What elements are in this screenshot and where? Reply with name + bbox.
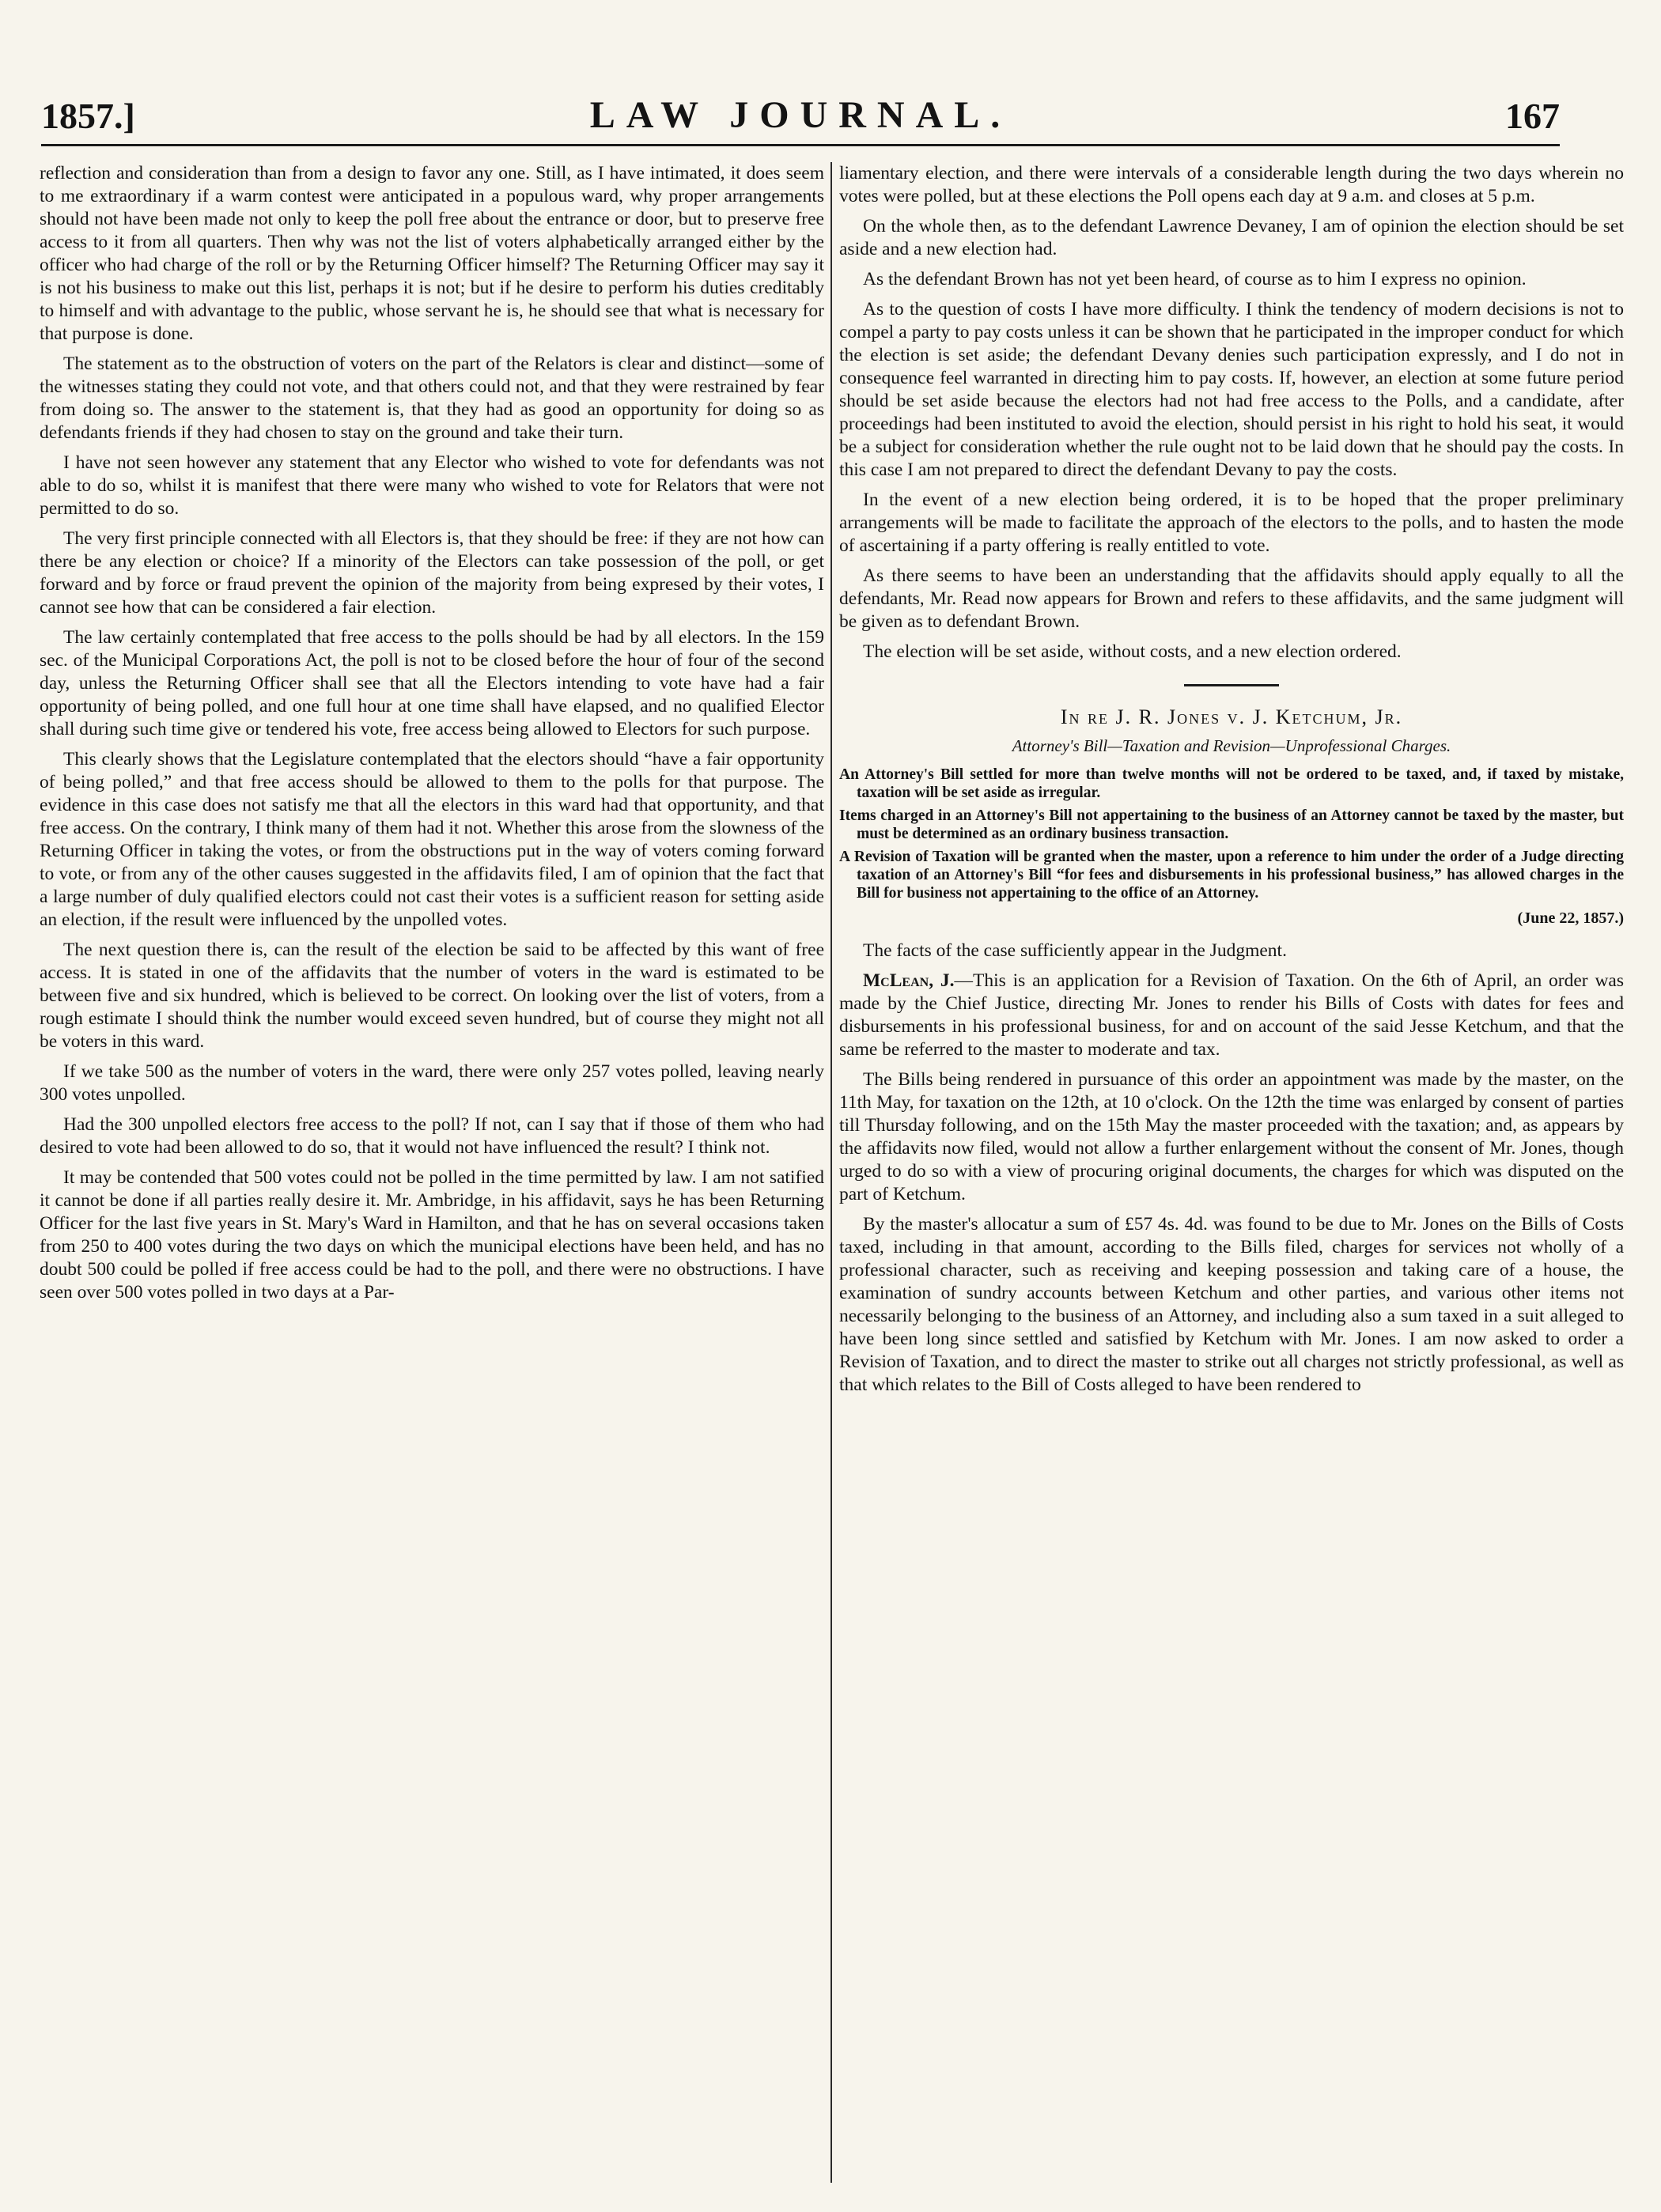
paragraph: It may be contended that 500 votes could not be polled in the time permitted by law. I am not satified it cannot be done if all parties really desire it. Mr. Ambridge, in his affidavit, says he has been Returning Officer for the last five years in St. Mary's Ward in Hamilton, and that he has on several occasions taken from 250 to 400 votes during the two days on which the municipal elections have been held, and has no doubt 500 could be polled if free access could be had to the poll, and there were no obstructions. I have seen over 500 votes polled in two days at a Par- — [40, 1167, 824, 1303]
case-subtitle: Attorney's Bill—Taxation and Revision—Unprofessional Charges. — [1012, 736, 1451, 755]
paragraph: I have not seen however any statement that any Elector who wished to vote for defendants was not able to do so, whilst it is manifest that there were many who wished to vote for Relators that were not permitted to do so. — [40, 452, 824, 519]
paragraph: The statement as to the obstruction of voters on the part of the Relators is clear and distinct—some of the witnesses stating they could not vote, and that others could not, and that they were restrained by fear from doing so. The answer to the statement is, that they had as good an opportunity for doing so as defendants friends if they had chosen to stay on the ground and take their turn. — [40, 354, 824, 443]
headnote: A Revision of Taxation will be granted when the master, upon a reference to him under the order of a Judge directing taxation of an Attorney's Bill “for fees and disbursements in his professional business,” has allowed charges in the Bill for business not appertaining to the office of an Attorney. — [839, 849, 1624, 902]
paragraph: In the event of a new election being ordered, it is to be hoped that the proper preliminary arrangements will be made to facilitate the approach of the electors to the polls, and to hasten the mode of ascertaining if a party offering is really entitled to vote. — [839, 490, 1624, 556]
paragraph: reflection and consideration than from a design to favor any one. Still, as I have intimated, it does seem to me extraordinary if a warm contest were anticipated in a populous ward, why proper arrangements should not have been made not only to keep the poll free about the entrance or door, but to preserve free access to it from all quarters. Then why was not the list of voters alphabetically arranged either by the officer who had charge of the roll or by the Returning Officer himself? The Returning Officer may say it is not his business to make out this list, perhaps it is not; but if he desire to perform his duties creditably to himself and with advantage to the public, whose servant he is, he should see that what is necessary for that purpose is done. — [40, 163, 824, 344]
page-number: 167 — [1505, 96, 1560, 136]
header-year: 1857.] — [41, 96, 135, 136]
column-divider — [830, 162, 832, 2183]
judgment-text: —This is an application for a Revision of Taxation. On the 6th of April, an order was made by the Chief Justice, directing Mr. Jones to render his Bills of Costs with dates for fees and disbursements in his professional business, for and on account of the said Jesse Ketchum, and that the same be referred to the master to moderate and tax. — [839, 970, 1624, 1060]
section-separator — [1184, 684, 1279, 686]
headnote: An Attorney's Bill settled for more than twelve months will not be ordered to be taxed, and, if taxed by mistake, taxation will be set aside as irregular. — [839, 766, 1624, 801]
case-intro: The facts of the case sufficiently appear in the Judgment. — [863, 940, 1287, 961]
paragraph: The Bills being rendered in pursuance of this order an appointment was made by the master, on the 11th May, for taxation on the 12th, at 10 o'clock. On the 12th the time was enlarged by consent of parties till Thursday following, and on the 15th May the master proceeded with the taxation; and, as appears by the affidavits now filed, would not allow a further enlargement without the consent of Mr. Jones, though urged to do so with a view of procuring original documents, the charges for which was disputed on the part of Ketchum. — [839, 1069, 1624, 1204]
paragraph: This clearly shows that the Legislature contemplated that the electors should “have a fair opportunity of being polled,” and that free access should be allowed to them to the polls for that purpose. The evidence in this case does not satisfy me that all the electors in this ward had that opportunity, and that free access. On the contrary, I think many of them had it not. Whether this arose from the slowness of the Returning Officer in taking the votes, or from the obstructions put in the way of voters coming forward to vote, or from any of the other causes suggested in the affidavits filed, I am of opinion that the fact that a large number of duly qualified electors could not cast their votes is a sufficient reason for setting aside an election, if the result were influenced by the unpolled votes. — [40, 749, 824, 930]
paragraph: If we take 500 as the number of voters in the ward, there were only 257 votes polled, leaving nearly 300 votes unpolled. — [40, 1061, 824, 1105]
paragraph: As there seems to have been an understanding that the affidavits should apply equally to all the defendants, Mr. Read now appears for Brown and refers to these affidavits, and the same judgment will be given as to defendant Brown. — [839, 565, 1624, 632]
journal-title: LAW JOURNAL. — [589, 94, 1012, 136]
paragraph: By the master's allocatur a sum of £57 4s. 4d. was found to be due to Mr. Jones on the Bills of Costs taxed, including in that amount, according to the Bills filed, charges for services not wholly of a professional character, such as receiving and keeping possession and taking care of a house, the examination of sundry accounts between Ketchum and other parties, and various other items not necessarily belonging to the business of an Attorney, and including also a sum taxed in a suit alleged to have been long since settled and satisfied by Ketchum with Mr. Jones. I am now asked to order a Revision of Taxation, and to direct the master to strike out all charges not strictly professional, as well as that which relates to the Bill of Costs alleged to have been rendered to — [839, 1214, 1624, 1395]
right-column — [839, 162, 1624, 2187]
paragraph: The law certainly contemplated that free access to the polls should be had by all electors. In the 159 sec. of the Municipal Corporations Act, the poll is not to be closed before the hour of four of the second day, unless the Returning Officer shall see that all the Electors intending to vote have had a fair opportunity of being polled, and one full hour at one time shall have elapsed, and no qualified Elector shall during such time give or tendered his vote, free access being allowed to Electors for such purpose. — [40, 627, 824, 739]
paragraph: As to the question of costs I have more difficulty. I think the tendency of modern decisions is not to compel a party to pay costs unless it can be shown that he participated in the improper conduct for which the election is set aside; the defendant Devany denies such participation expressly, and I do not in consequence feel warranted in directing him to pay costs. If, however, an election at some future period should be set aside because the electors had not had free access to the Polls, and a candidate, after proceedings had been instituted to avoid the election, should persist in his right to hold his seat, it would be a subject for consideration whether the rule ought not to be laid down that he should pay the costs. In this case I am not prepared to direct the defendant Devany to pay the costs. — [839, 299, 1624, 480]
paragraph: The election will be set aside, without costs, and a new election ordered. — [863, 641, 1402, 662]
paragraph: The very first principle connected with all Electors is, that they should be free: if they are not how can there be any election or choice? If a minority of the Electors can take possession of the poll, or get forward and by force or fraud prevent the opinion of the majority from being expresed by their votes, I cannot see how that can be considered a fair election. — [40, 528, 824, 618]
page-header — [41, 93, 1560, 146]
case-title: In re J. R. Jones v. J. Ketchum, Jr. — [1060, 705, 1403, 728]
case-date: (June 22, 1857.) — [1517, 909, 1624, 927]
left-column — [40, 162, 824, 2187]
judgment-opening — [839, 970, 1624, 1061]
paragraph: As the defendant Brown has not yet been heard, of course as to him I express no opinion. — [863, 269, 1527, 289]
paragraph: liamentary election, and there were intervals of a considerable length during the two days wherein no votes were polled, but at these elections the Poll opens each day at 9 a.m. and closes at 5 p.m. — [839, 163, 1624, 206]
judge-name: McLean, J. — [863, 970, 955, 991]
paragraph: Had the 300 unpolled electors free access to the poll? If not, can I say that if those of them who had desired to vote had been allowed to do so, that it would not have influenced the result? I think not. — [40, 1114, 824, 1158]
paragraph: The next question there is, can the result of the election be said to be affected by this want of free access. It is stated in one of the affidavits that the number of voters in the ward is estimated to be between five and six hundred, which is believed to be correct. On looking over the list of voters, from a rough estimate I should think the number would exceed seven hundred, but of course they might not all be voters in this ward. — [40, 940, 824, 1052]
paragraph: On the whole then, as to the defendant Lawrence Devaney, I am of opinion the election should be set aside and a new election had. — [839, 216, 1624, 259]
headnote: Items charged in an Attorney's Bill not appertaining to the business of an Attorney cannot be taxed by the master, but must be determined as an ordinary business transaction. — [839, 807, 1624, 842]
